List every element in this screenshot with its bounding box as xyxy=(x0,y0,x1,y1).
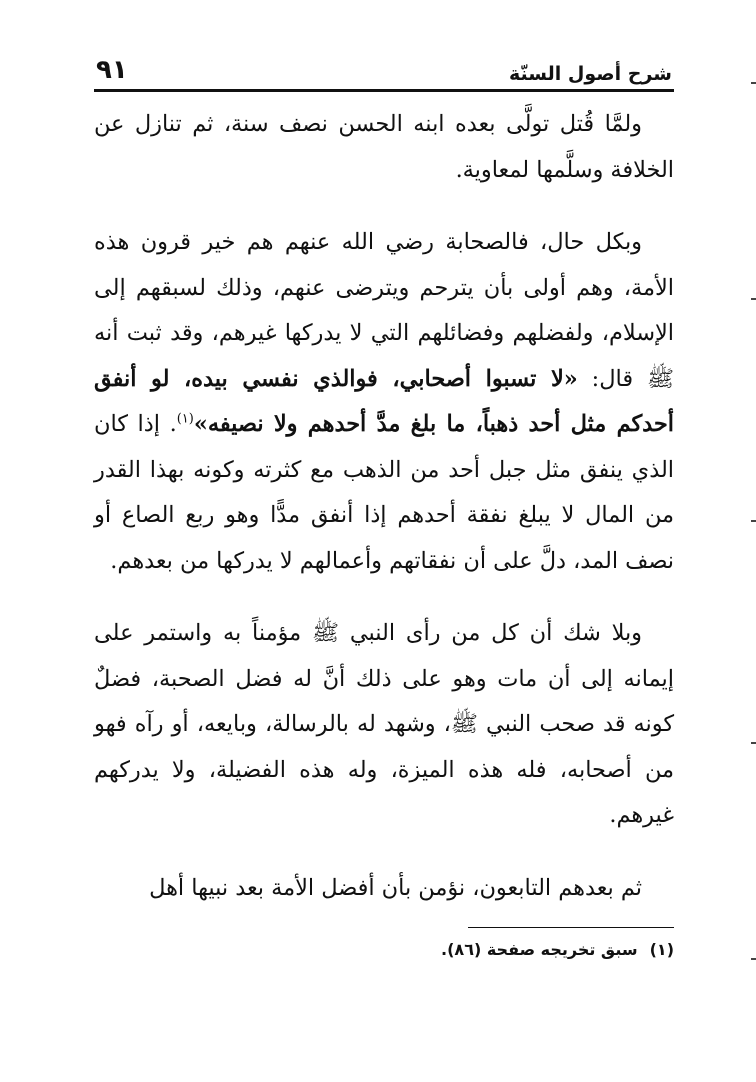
footnote-text: سبق تخريجه صفحة (٨٦). xyxy=(441,940,638,959)
footnote-reference[interactable]: (١) xyxy=(176,411,194,427)
paragraph-3: وبلا شك أن كل من رأى النبي ﷺ مؤمناً به واستمر على إيمانه إلى أن مات وهو على ذلك أنَّ له فضل الصحبة، فضلٌ كونه قد صحب النبي ﷺ، وشهد له بالرسالة، وبايعه، أو رآه فهو من أصحابه، فله هذه الميزة، وله هذه الفضيلة، ولا يدركهم غيرهم. xyxy=(94,620,674,828)
page-number: ٩١ xyxy=(96,55,128,85)
scan-edge-mark xyxy=(751,520,756,522)
hadith-quote: «لا تسبوا أصحابي، فوالذي نفسي بيده، لو أنفق أحدكم مثل أحد ذهباً، ما بلغ مدَّ أحدهم ولا نصيفه» xyxy=(94,365,674,437)
running-header xyxy=(94,50,674,92)
scan-edge-mark xyxy=(751,958,756,960)
scan-edge-mark xyxy=(751,82,756,84)
paragraph-2-rest: . إذا كان الذي ينفق مثل جبل أحد من الذهب مع كثرته وكونه بهذا القدر من المال لا يبلغ نفقة أحدهم إذا أنفق مدًّا وهو ربع الصاع أو نصف المد، دلَّ على أن نفقاتهم وأعمالهم لا يدركها من بعدهم. xyxy=(94,411,674,574)
book-title: شرح أصول السنّة xyxy=(509,63,672,85)
paragraph-4: ثم بعدهم التابعون، نؤمن بأن أفضل الأمة بعد نبيها أهل xyxy=(149,874,642,901)
paragraph-2 xyxy=(94,220,674,584)
scan-edge-mark xyxy=(751,742,756,744)
footnote xyxy=(94,940,674,959)
footnote-divider xyxy=(468,927,674,928)
paragraph-1: ولمَّا قُتل تولَّى بعده ابنه الحسن نصف سنة، ثم تنازل عن الخلافة وسلَّمها لمعاوية. xyxy=(94,111,674,183)
paragraph-2-intro: وبكل حال، فالصحابة رضي الله عنهم هم خير قرون هذه الأمة، وهم أولى بأن يترحم ويترضى عنهم، وذلك لسبقهم إلى الإسلام، ولفضلهم وفضائلهم التي لا يدركها غيرهم، وقد ثبت أنه ﷺ قال: xyxy=(94,229,674,392)
footnote-number: (١) xyxy=(649,940,674,959)
scan-edge-mark xyxy=(751,298,756,300)
book-page xyxy=(94,50,674,959)
body-text xyxy=(94,102,674,911)
